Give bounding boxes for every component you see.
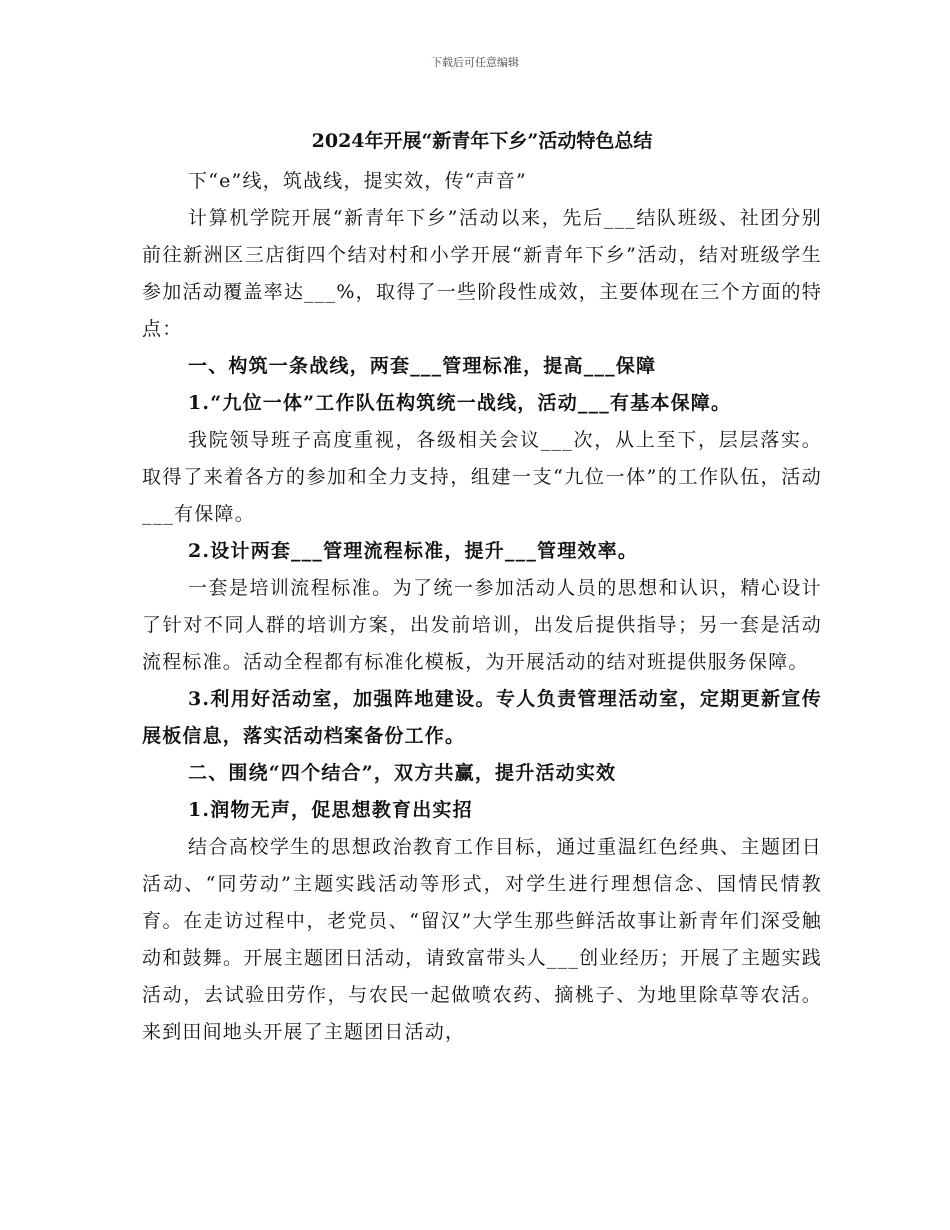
body-paragraph-1-1: 我院领导班子高度重视，各级相关会议___次，从上至下，层层落实。取得了来着各方的参加和全力支持，组建一支“九位一体”的工作队伍，活动___有保障。 bbox=[142, 429, 822, 525]
subheading-1-2: 2.设计两套___管理流程标准，提升___管理效率。 bbox=[188, 540, 639, 562]
body-paragraph-1-2: 一套是培训流程标准。为了统一参加活动人员的思想和认识，精心设计了针对不同人群的培训方案，出发前培训，出发后提供指导；另一套是活动流程标准。活动全程都有标准化模板，为开展活动的结对班提供服务保障。 bbox=[142, 577, 822, 673]
subheading-2-1: 1.润物无声，促思想教育出实招 bbox=[188, 799, 473, 821]
subheading-1-3: 3.利用好活动室，加强阵地建设。专人负责管理活动室，定期更新宣传展板信息，落实活动档案备份工作。 bbox=[142, 688, 822, 747]
section-heading-2: 二、围绕“四个结合”，双方共赢，提升活动实效 bbox=[188, 762, 617, 784]
body-paragraph-2-1: 结合高校学生的思想政治教育工作目标，通过重温红色经典、主题团日活动、“同劳动”主题实践活动等形式，对学生进行理想信念、国情民情教育。在走访过程中，老党员、“留汉”大学生那些鲜活故事让新青年们深受触动和鼓舞。开展主题团日活动，请致富带头人___创业经历；开展了主题实践活动，去试验田劳作，与农民一起做喷农药、摘桃子、为地里除草等农活。来到田间地头开展了主题团日活动， bbox=[142, 836, 822, 1043]
subheading-1-1: 1.“九位一体”工作队伍构筑统一战线，活动___有基本保障。 bbox=[188, 392, 732, 414]
page-header: 下载后可任意编辑 bbox=[431, 56, 519, 69]
document-title: 2024年开展“新青年下乡”活动特色总结 bbox=[311, 130, 653, 152]
subtitle-line: 下“e”线，筑战线，提实效，传“声音” bbox=[188, 170, 527, 192]
intro-paragraph: 计算机学院开展“新青年下乡”活动以来，先后___结队班级、社团分别前往新洲区三店街四个结对村和小学开展“新青年下乡”活动，结对班级学生参加活动覆盖率达___%，取得了一些阶段性成效，主要体现在三个方面的特点： bbox=[142, 207, 822, 340]
section-heading-1: 一、构筑一条战线，两套___管理标准，提高___保障 bbox=[188, 355, 657, 377]
document-body bbox=[142, 123, 822, 1051]
